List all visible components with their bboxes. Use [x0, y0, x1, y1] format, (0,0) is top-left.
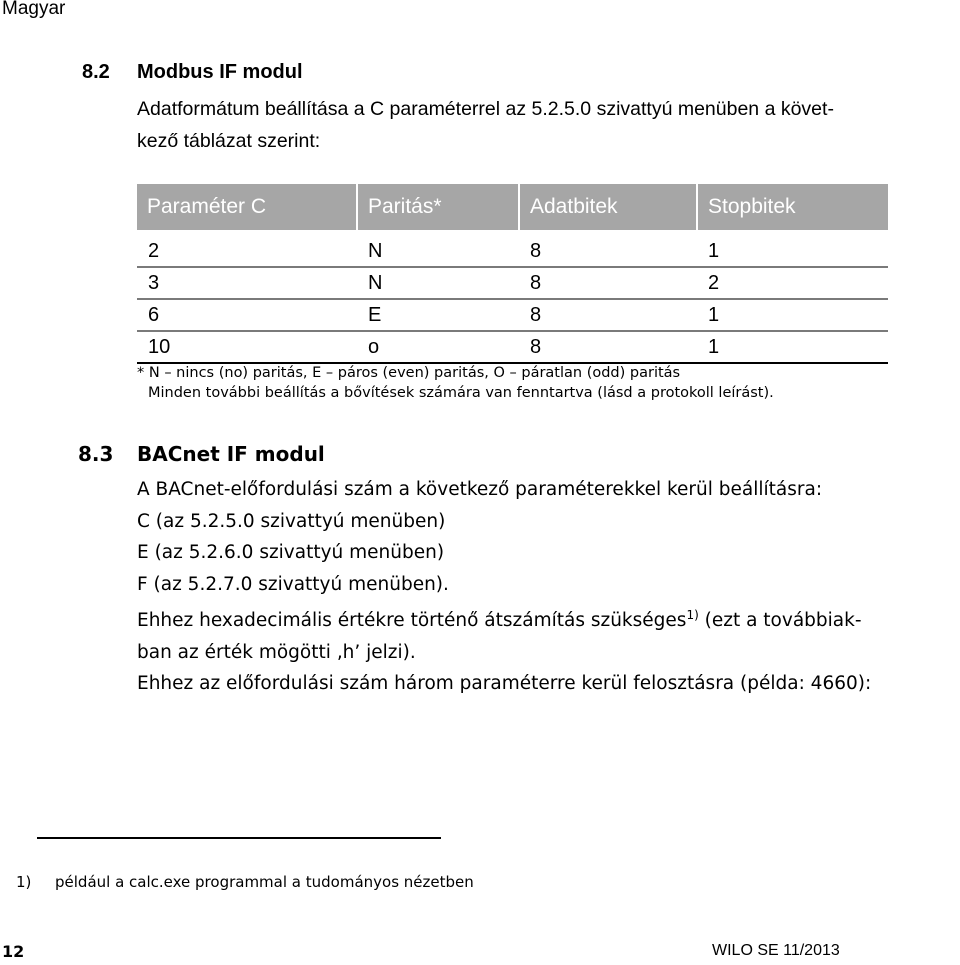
- table-cell: 2: [137, 230, 357, 267]
- section-8-3-body: [137, 474, 937, 700]
- table-cell: 1: [697, 299, 888, 331]
- section-8-2-body-line: Adatformátum beállítása a C paraméterrel az 5.2.5.0 szivattyú menüben a követ-: [137, 98, 834, 120]
- section-8-3-body-line: [137, 600, 937, 637]
- section-8-2-body: [137, 93, 927, 157]
- hex-conversion-text-cont: (ezt a továbbiak-: [698, 610, 862, 632]
- table-cell: N: [357, 230, 519, 267]
- table-note-reserved: Minden további beállítás a bővítések számára van fenntartva (lásd a protokoll leírást).: [148, 385, 774, 401]
- table-row: [137, 331, 888, 363]
- footnote-mark: 1): [16, 873, 32, 891]
- footnote-text: például a calc.exe programmal a tudományos nézetben: [55, 873, 474, 891]
- table-header-cell: Paraméter C: [137, 184, 357, 230]
- section-8-3-number: 8.3: [78, 442, 114, 466]
- table-row: [137, 230, 888, 267]
- table-cell: 10: [137, 331, 357, 363]
- table-header-row: [137, 184, 888, 230]
- table-cell: 1: [697, 331, 888, 363]
- language-label: Magyar: [2, 0, 66, 19]
- table-cell: 2: [697, 267, 888, 299]
- table-header-cell: Stopbitek: [697, 184, 888, 230]
- footnote-divider: [37, 837, 441, 839]
- table-note-parity: * N – nincs (no) paritás, E – páros (even) paritás, O – páratlan (odd) paritás: [137, 365, 681, 381]
- section-8-3-body-line: E (az 5.2.6.0 szivattyú menüben): [137, 542, 445, 563]
- parameter-table: [137, 184, 888, 364]
- section-8-3-body-line: ban az érték mögötti ‚h’ jelzi).: [137, 641, 416, 663]
- hex-conversion-text: Ehhez hexadecimális értékre történő átszámítás szükséges: [137, 610, 687, 632]
- section-8-3-body-line: Ehhez az előfordulási szám három paraméterre kerül felosztásra (példa: 4660):: [137, 673, 872, 695]
- section-8-3-title: BACnet IF modul: [137, 442, 325, 466]
- table-cell: 3: [137, 267, 357, 299]
- table-cell: E: [357, 299, 519, 331]
- table-cell: 6: [137, 299, 357, 331]
- section-8-2-title: Modbus IF modul: [137, 61, 303, 83]
- section-8-3-body-line: A BACnet-előfordulási szám a következő paraméterekkel kerül beállításra:: [137, 479, 823, 500]
- table-cell: 8: [519, 331, 697, 363]
- table-cell: 8: [519, 299, 697, 331]
- section-8-3-body-line: C (az 5.2.5.0 szivattyú menüben): [137, 510, 446, 532]
- section-8-3-body-line: F (az 5.2.7.0 szivattyú menüben).: [137, 573, 449, 595]
- table-cell: o: [357, 331, 519, 363]
- table-cell: 1: [697, 230, 888, 267]
- table-header-cell: Paritás*: [357, 184, 519, 230]
- table-cell: N: [357, 267, 519, 299]
- table-cell: 8: [519, 230, 697, 267]
- footer-brand-date: WILO SE 11/2013: [712, 942, 840, 959]
- page-number: 12: [2, 942, 25, 961]
- table-cell: 8: [519, 267, 697, 299]
- table-row: [137, 267, 888, 299]
- table-header-cell: Adatbitek: [519, 184, 697, 230]
- table-row: [137, 299, 888, 331]
- section-8-2-body-line: kező táblázat szerint:: [137, 130, 321, 152]
- footnote-reference[interactable]: 1): [686, 608, 699, 622]
- section-8-2-number: 8.2: [82, 61, 110, 83]
